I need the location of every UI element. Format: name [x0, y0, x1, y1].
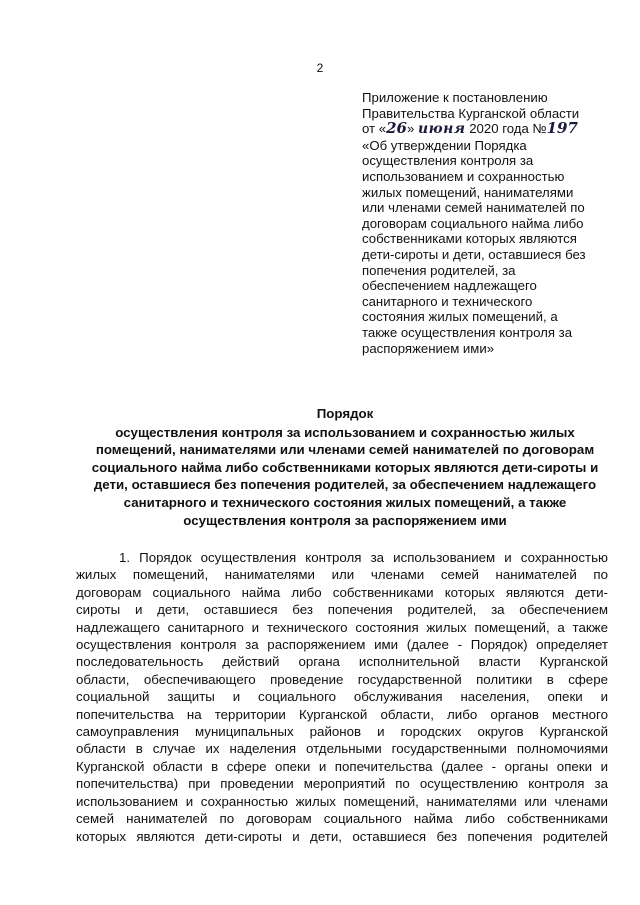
- handwritten-day: 26: [386, 119, 407, 138]
- appendix-subject-line: состояния жилых помещений, а: [362, 309, 558, 325]
- handwritten-number: 197: [546, 119, 578, 138]
- body-line: сироты и дети, оставшиеся без попечения родителей, за обеспечением: [76, 602, 608, 618]
- appendix-subject-line: жилых помещений, нанимателями: [362, 184, 574, 200]
- body-line: последовательность действий органа исполнительной власти Курганской: [76, 654, 608, 670]
- appendix-subject-line: использованием и сохранностью: [362, 168, 565, 184]
- page-number: 2: [316, 61, 324, 75]
- body-line: жилых помещений, нанимателями или членами семей нанимателей по: [76, 567, 608, 583]
- title-heading: Порядок: [316, 406, 374, 421]
- body-line: области в случае их наделения отдельными государственными полномочиями: [76, 741, 608, 757]
- appendix-subject-line: или членами семей нанимателей по: [362, 200, 585, 216]
- body-line: которых являются дети-сироты и дети, оставшиеся без попечения родителей: [76, 828, 608, 844]
- appendix-subject-line: попечения родителей, за: [362, 262, 516, 278]
- title-line: санитарного и технического состояния жилых помещений, а также: [123, 494, 567, 510]
- body-line: попечительства) при проведении мероприятий по осуществлению контроля за: [76, 776, 608, 792]
- body-line: попечительства на территории Курганской области, либо органов местного: [76, 706, 608, 722]
- title-line: осуществления контроля за распоряжением ими: [183, 512, 507, 528]
- appendix-subject-line: распоряжением ими»: [362, 340, 495, 356]
- body-line: социальной защиты и социального обслуживания населения, опеки и: [76, 689, 608, 705]
- appendix-line: Приложение к постановлению: [362, 90, 548, 105]
- body-line: Курганской области в сфере опеки и попечительства (далее - органы опеки и: [76, 758, 608, 774]
- appendix-subject-line: осуществления контроля за: [362, 153, 534, 169]
- appendix-subject-line: также осуществления контроля за: [362, 324, 573, 340]
- appendix-subject-line: дети-сироты и дети, оставшиеся без: [362, 246, 586, 262]
- body-line: надлежащего санитарного и технического состояния жилых помещений, а также: [76, 619, 608, 635]
- appendix-subject-line: договорам социального найма либо: [362, 215, 584, 231]
- title-line: дети, оставшиеся без попечения родителей, за обеспечением надлежащего: [93, 477, 597, 493]
- appendix-subject-line: санитарного и технического: [362, 293, 533, 309]
- body-line: договорам социального найма либо собственниками которых являются дети-: [76, 584, 608, 600]
- date-mid: »: [406, 121, 415, 137]
- body-paragraph: [76, 549, 608, 845]
- date-prefix: от «: [362, 121, 387, 137]
- body-line: 1. Порядок осуществления контроля за использованием и сохранностью: [119, 550, 608, 565]
- title-line: социального найма либо собственниками которых являются дети-сироты и: [91, 459, 599, 475]
- title-line: помещений, нанимателями или членами семей нанимателей по договорам: [95, 442, 595, 458]
- date-year: 2020 года №: [469, 121, 547, 137]
- body-line: семей нанимателей по договорам социального найма либо собственниками: [76, 811, 608, 827]
- appendix-subject-line: «Об утверждении Порядка: [362, 137, 527, 153]
- body-line: использованием и сохранностью жилых помещений, нанимателями или членами: [76, 793, 608, 809]
- appendix-subject-line: собственниками которых являются: [362, 231, 577, 247]
- appendix-subject-line: обеспечением надлежащего: [362, 278, 537, 294]
- appendix-line: Правительства Курганской области: [362, 105, 580, 121]
- appendix-date-line: [362, 121, 624, 138]
- body-line: области, обеспечивающего проведение государственной политики в сфере: [76, 671, 608, 687]
- body-line: осуществления контроля за распоряжением ими (далее - Порядок) определяет: [76, 637, 608, 653]
- handwritten-month: июня: [417, 121, 466, 138]
- document-title: [60, 405, 630, 529]
- body-line: самоуправления муниципальных районов и городских округов Курганской: [76, 724, 608, 740]
- title-line: осуществления контроля за использованием и сохранностью жилых: [115, 424, 575, 440]
- appendix-block: [362, 90, 624, 356]
